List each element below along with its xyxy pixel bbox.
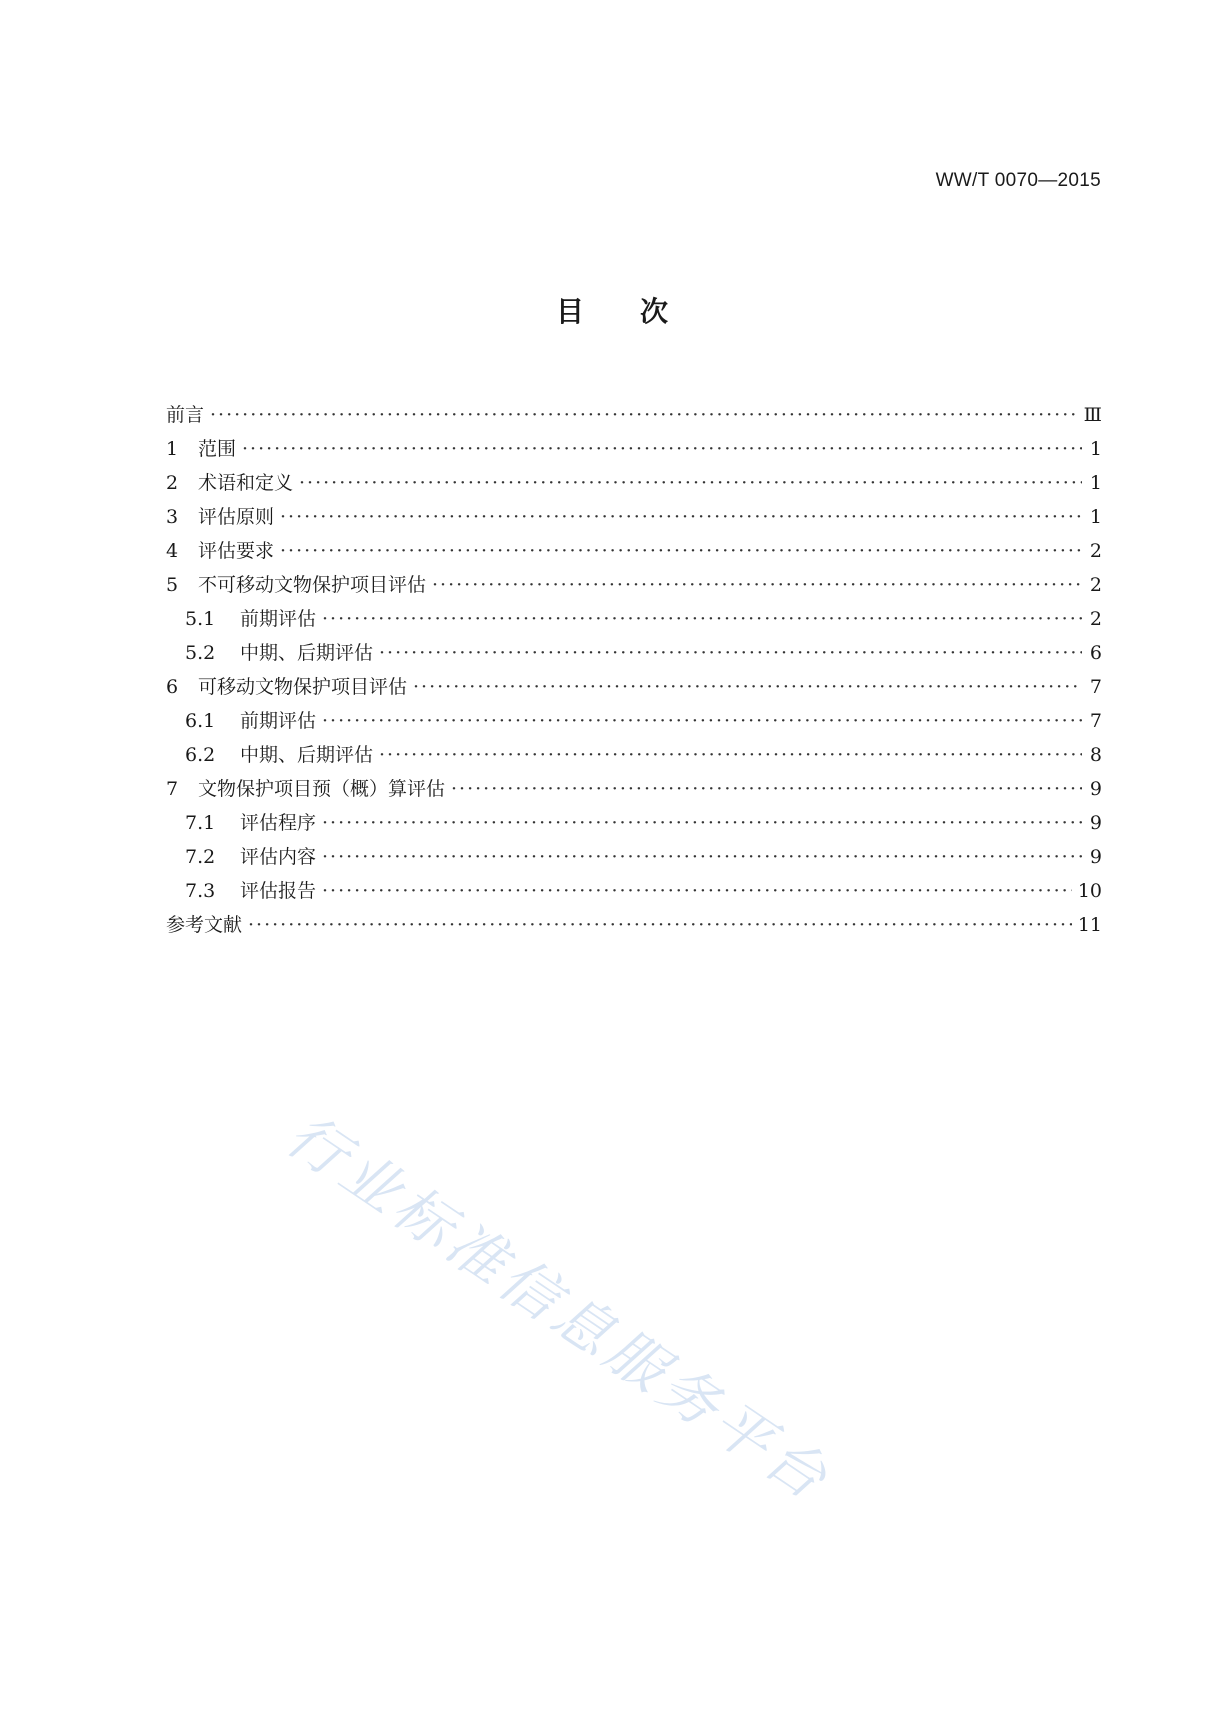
dot-leader <box>299 472 1082 494</box>
toc-page-number: 8 <box>1089 744 1102 766</box>
toc-entry-7-1[interactable] <box>166 808 1102 842</box>
toc-label: 前言 <box>166 404 205 426</box>
toc-label: 前期评估 <box>240 710 317 732</box>
toc-label: 评估原则 <box>198 506 275 528</box>
toc-label: 不可移动文物保护项目评估 <box>198 574 427 596</box>
toc-number: 5.1 <box>185 608 216 630</box>
toc-entry-1[interactable] <box>166 434 1102 468</box>
toc-number: 7 <box>166 778 179 800</box>
table-of-contents <box>166 400 1102 944</box>
toc-entry-references[interactable] <box>166 910 1102 944</box>
toc-page-number: 2 <box>1089 608 1102 630</box>
toc-page-number: Ⅲ <box>1083 404 1102 426</box>
dot-leader <box>322 710 1082 732</box>
toc-label: 前期评估 <box>240 608 317 630</box>
toc-label: 评估内容 <box>240 846 317 868</box>
dot-leader <box>322 608 1082 630</box>
dot-leader <box>379 642 1082 664</box>
toc-page-number: 10 <box>1077 880 1102 902</box>
dot-leader <box>379 744 1082 766</box>
toc-entry-5[interactable] <box>166 570 1102 604</box>
toc-entry-6[interactable] <box>166 672 1102 706</box>
toc-label: 参考文献 <box>166 914 243 936</box>
toc-number: 6.1 <box>185 710 216 732</box>
toc-label: 文物保护项目预（概）算评估 <box>198 778 446 800</box>
toc-label: 中期、后期评估 <box>240 642 374 664</box>
page-title: 目次 <box>555 295 724 328</box>
toc-page-number: 2 <box>1089 574 1102 596</box>
toc-label: 中期、后期评估 <box>240 744 374 766</box>
toc-label: 评估报告 <box>240 880 317 902</box>
toc-page-number: 1 <box>1089 506 1102 528</box>
document-code: WW/T 0070—2015 <box>935 170 1101 191</box>
toc-number: 1 <box>166 438 179 460</box>
toc-entry-7-2[interactable] <box>166 842 1102 876</box>
toc-page-number: 9 <box>1089 846 1102 868</box>
toc-page-number: 1 <box>1089 438 1102 460</box>
watermark: 行业标准信息服务平台 <box>274 1100 844 1516</box>
toc-entry-7-3[interactable] <box>166 876 1102 910</box>
toc-number: 5 <box>166 574 179 596</box>
dot-leader <box>280 506 1082 528</box>
toc-page-number: 9 <box>1089 812 1102 834</box>
toc-label: 可移动文物保护项目评估 <box>198 676 408 698</box>
toc-label: 范围 <box>198 438 237 460</box>
dot-leader <box>432 574 1082 596</box>
toc-number: 7.2 <box>185 846 216 868</box>
toc-number: 4 <box>166 540 179 562</box>
toc-number: 7.1 <box>185 812 216 834</box>
dot-leader <box>413 676 1082 698</box>
toc-number: 5.2 <box>185 642 216 664</box>
dot-leader <box>451 778 1082 800</box>
toc-entry-6-1[interactable] <box>166 706 1102 740</box>
toc-label: 评估程序 <box>240 812 317 834</box>
dot-leader <box>210 404 1078 426</box>
dot-leader <box>248 914 1072 936</box>
toc-number: 6 <box>166 676 179 698</box>
toc-entry-5-1[interactable] <box>166 604 1102 638</box>
dot-leader <box>322 812 1082 834</box>
toc-label: 术语和定义 <box>198 472 294 494</box>
toc-entry-foreword[interactable] <box>166 400 1102 434</box>
dot-leader <box>242 438 1082 460</box>
toc-page-number: 7 <box>1089 676 1102 698</box>
toc-entry-4[interactable] <box>166 536 1102 570</box>
dot-leader <box>322 880 1072 902</box>
toc-number: 6.2 <box>185 744 216 766</box>
toc-page-number: 2 <box>1089 540 1102 562</box>
toc-page-number: 11 <box>1077 914 1102 936</box>
toc-label: 评估要求 <box>198 540 275 562</box>
dot-leader <box>322 846 1082 868</box>
toc-entry-6-2[interactable] <box>166 740 1102 774</box>
toc-number: 2 <box>166 472 179 494</box>
toc-entry-2[interactable] <box>166 468 1102 502</box>
toc-page-number: 7 <box>1089 710 1102 732</box>
toc-number: 3 <box>166 506 179 528</box>
dot-leader <box>280 540 1082 562</box>
toc-entry-7[interactable] <box>166 774 1102 808</box>
toc-page-number: 6 <box>1089 642 1102 664</box>
toc-number: 7.3 <box>185 880 216 902</box>
toc-page-number: 1 <box>1089 472 1102 494</box>
toc-entry-5-2[interactable] <box>166 638 1102 672</box>
toc-page-number: 9 <box>1089 778 1102 800</box>
toc-entry-3[interactable] <box>166 502 1102 536</box>
